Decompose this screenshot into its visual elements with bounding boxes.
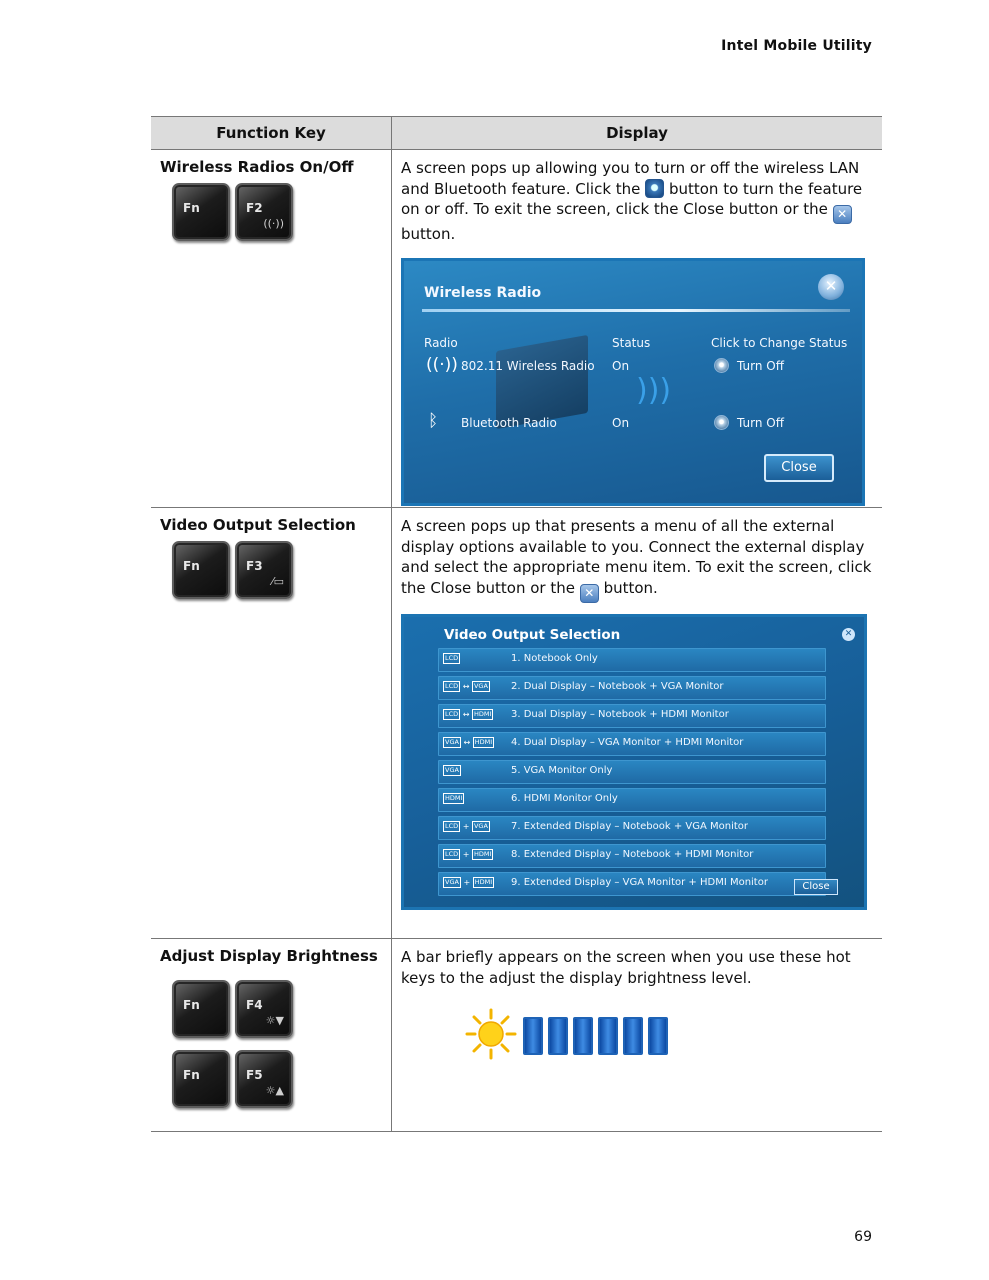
toggle-radio-button[interactable] — [714, 415, 729, 430]
display-cell — [392, 508, 883, 939]
radio-action-label[interactable]: Turn Off — [737, 358, 784, 373]
vga-monitor-icon: VGA — [445, 765, 459, 774]
radio-action-label[interactable]: Turn Off — [737, 415, 784, 430]
close-x-icon: ✕ — [580, 584, 599, 603]
dialog-close-icon[interactable]: ✕ — [842, 628, 855, 641]
dialog-title: Video Output Selection — [444, 626, 621, 643]
row-title: Video Output Selection — [160, 516, 356, 534]
bluetooth-icon: ᛒ — [428, 410, 439, 431]
radio-name: 802.11 Wireless Radio — [461, 358, 595, 373]
vga-hdmi-extend-icon: VGA + HDMI — [445, 877, 493, 887]
vga-hdmi-icon: VGA ↔ HDMI — [445, 737, 493, 747]
signal-waves-icon: ))) — [636, 372, 672, 408]
output-option[interactable]: LCD ↔ VGA 2. Dual Display – Notebook + VGA Monitor — [438, 676, 826, 700]
wireless-radio-dialog — [401, 258, 865, 506]
fn-key-icon: Fn — [172, 541, 230, 599]
radio-column-header: Radio — [424, 335, 458, 350]
sun-icon — [465, 1008, 517, 1060]
radio-button-icon — [645, 179, 664, 198]
title-divider — [422, 309, 850, 312]
f2-key-icon: F2 ((·)) — [235, 183, 293, 241]
row-description: A screen pops up that presents a menu of all the external display options available to you. Connect the external display and select the appropriate menu item. To exit the screen, click the Close button or the ✕ button. — [401, 516, 874, 603]
row-title: Adjust Display Brightness — [160, 947, 378, 965]
function-key-cell — [151, 508, 392, 939]
close-button[interactable]: Close — [764, 454, 834, 482]
key-combo — [160, 539, 385, 607]
f5-key-icon: F5 ☼▲ — [235, 1050, 293, 1108]
table-row — [151, 508, 882, 939]
brightness-level-segment — [548, 1017, 568, 1055]
dialog-title: Wireless Radio — [424, 284, 542, 301]
toggle-radio-button[interactable] — [714, 358, 729, 373]
output-option[interactable]: LCD 1. Notebook Only — [438, 648, 826, 672]
video-output-dialog — [401, 614, 867, 910]
brightness-level-segment — [623, 1017, 643, 1055]
lcd-hdmi-extend-icon: LCD + HDMI — [445, 849, 492, 859]
column-header-display: Display — [392, 117, 883, 150]
radio-status: On — [612, 358, 630, 373]
output-option[interactable]: HDMI 6. HDMI Monitor Only — [438, 788, 826, 812]
hdmi-monitor-icon: HDMI — [445, 793, 463, 802]
output-option[interactable]: VGA 5. VGA Monitor Only — [438, 760, 826, 784]
lcd-vga-extend-icon: LCD + VGA — [445, 821, 488, 831]
output-option[interactable]: VGA + HDMI 9. Extended Display – VGA Monitor + HDMI Monitor — [438, 872, 826, 896]
fn-key-icon: Fn — [172, 183, 230, 241]
display-switch-icon: ⁄▭ — [271, 575, 284, 588]
dialog-close-icon[interactable]: ✕ — [818, 274, 844, 300]
fn-key-icon: Fn — [172, 980, 230, 1038]
lcd-vga-icon: LCD ↔ VGA — [445, 681, 488, 691]
row-description: A screen pops up allowing you to turn or off the wireless LAN and Bluetooth feature. Click the button to turn the feature on or off. To exit the screen, click the Close button or the ✕ button. — [401, 159, 863, 243]
table-header-row — [151, 117, 882, 150]
key-combo — [160, 181, 385, 249]
brightness-up-icon: ☼▲ — [265, 1084, 284, 1097]
brightness-bar — [401, 1008, 874, 1078]
close-button[interactable]: Close — [794, 879, 838, 895]
f4-key-icon: F4 ☼▼ — [235, 980, 293, 1038]
table-row — [151, 150, 882, 508]
function-key-table — [151, 116, 882, 1132]
lcd-hdmi-icon: LCD ↔ HDMI — [445, 709, 492, 719]
radio-name: Bluetooth Radio — [461, 415, 557, 430]
function-key-cell — [151, 150, 392, 508]
column-header-function-key: Function Key — [151, 117, 392, 150]
output-option[interactable]: LCD ↔ HDMI 3. Dual Display – Notebook + HDMI Monitor — [438, 704, 826, 728]
brightness-level-segment — [523, 1017, 543, 1055]
wireless-icon: ((·)) — [263, 217, 284, 230]
table-row — [151, 939, 882, 1132]
output-option[interactable]: VGA ↔ HDMI 4. Dual Display – VGA Monitor + HDMI Monitor — [438, 732, 826, 756]
row-title: Wireless Radios On/Off — [160, 158, 354, 176]
brightness-level-segment — [573, 1017, 593, 1055]
close-x-icon: ✕ — [833, 205, 852, 224]
display-cell — [392, 939, 883, 1132]
key-combo — [160, 980, 385, 1120]
row-description: A bar briefly appears on the screen when you use these hot keys to the adjust the display brightness level. — [401, 948, 851, 987]
change-column-header: Click to Change Status — [711, 335, 848, 350]
brightness-down-icon: ☼▼ — [265, 1014, 284, 1027]
fn-key-icon: Fn — [172, 1050, 230, 1108]
output-option-list — [438, 648, 826, 900]
running-header: Intel Mobile Utility — [721, 38, 872, 54]
brightness-level-segment — [648, 1017, 668, 1055]
laptop-illustration — [496, 334, 588, 428]
output-option[interactable]: LCD + VGA 7. Extended Display – Notebook + VGA Monitor — [438, 816, 826, 840]
function-key-cell — [151, 939, 392, 1132]
radio-status: On — [612, 415, 630, 430]
output-option[interactable]: LCD + HDMI 8. Extended Display – Notebook + HDMI Monitor — [438, 844, 826, 868]
status-column-header: Status — [612, 335, 651, 350]
page-number: 69 — [854, 1229, 872, 1245]
display-cell — [392, 150, 883, 508]
wireless-antenna-icon: ((·)) — [426, 354, 458, 375]
brightness-level-segment — [598, 1017, 618, 1055]
lcd-monitor-icon: LCD — [445, 653, 459, 662]
f3-key-icon: F3 ⁄▭ — [235, 541, 293, 599]
